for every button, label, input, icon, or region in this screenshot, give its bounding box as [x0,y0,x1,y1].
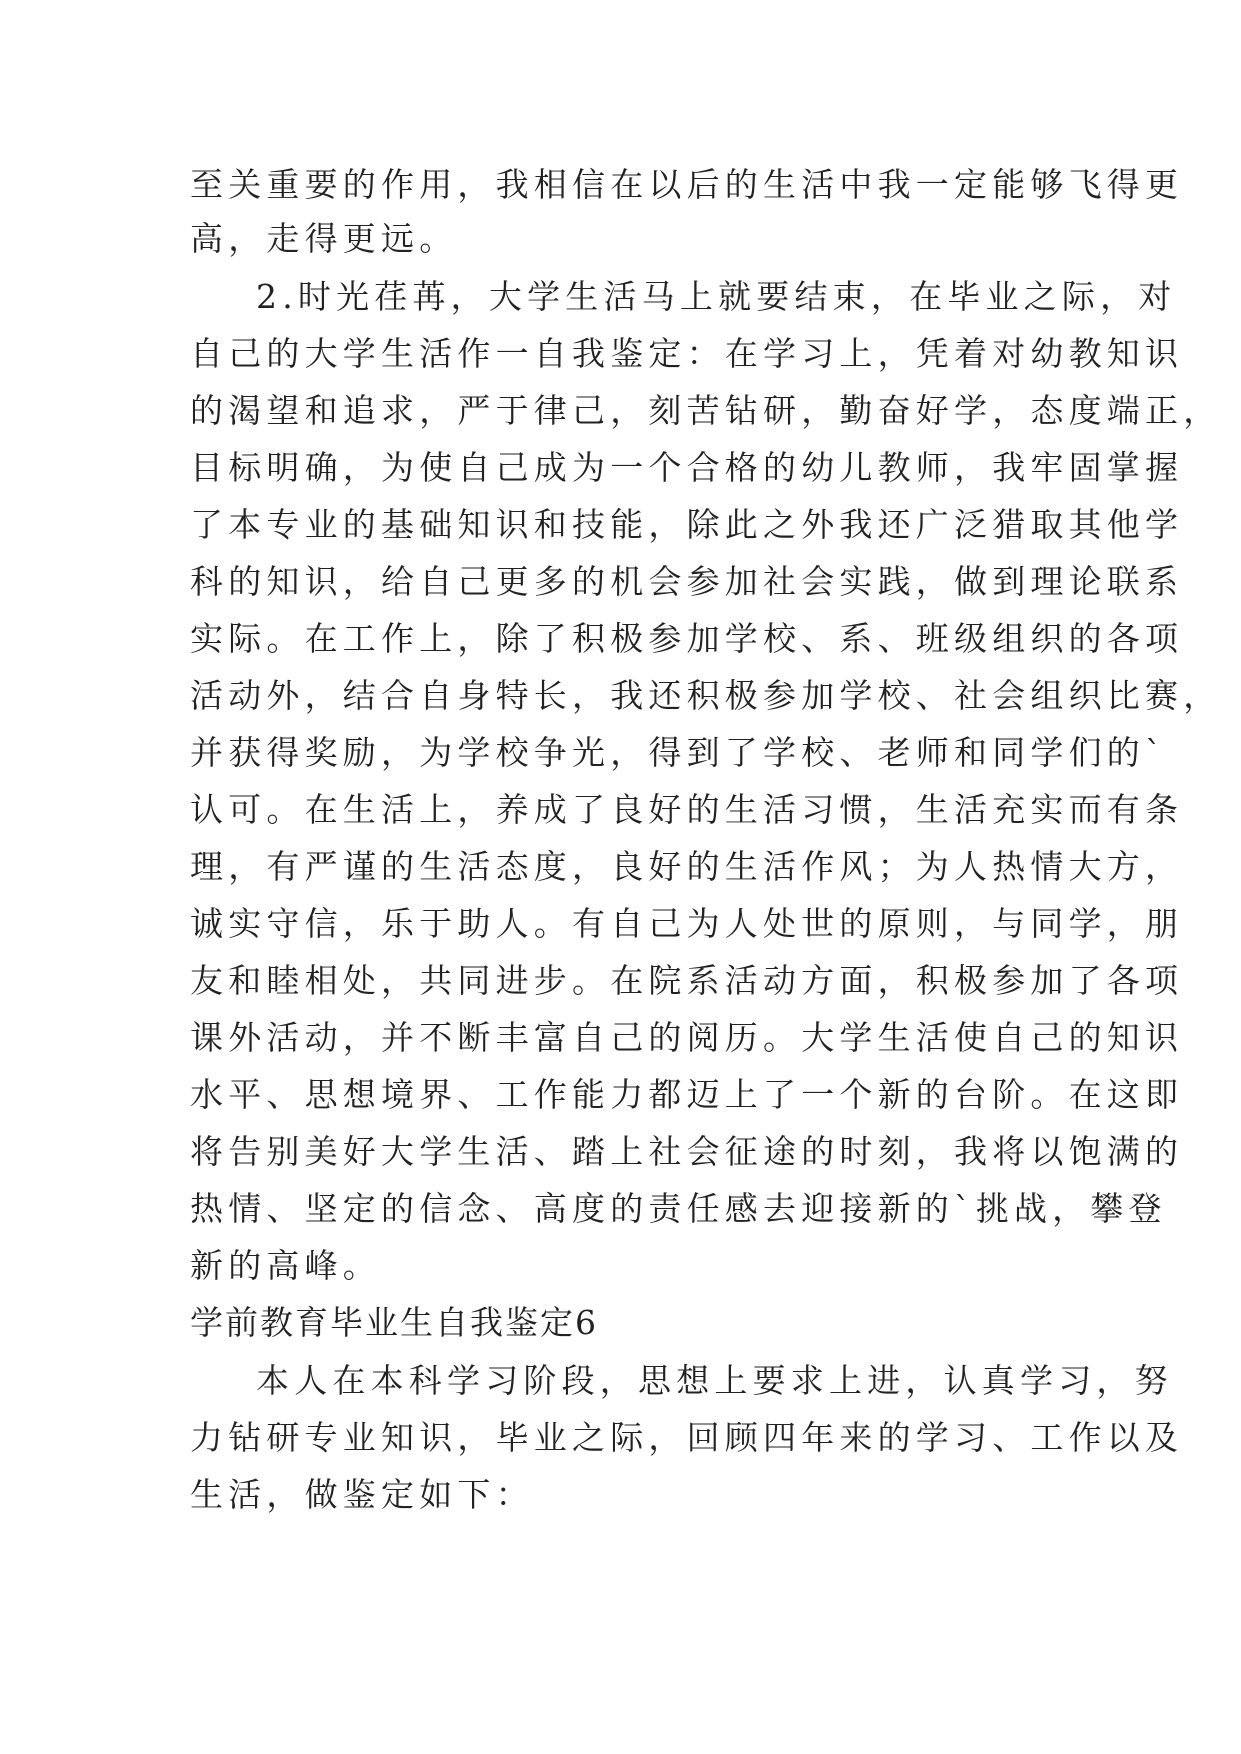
text-line: 并获得奖励，为学校争光，得到了学校、老师和同学们的` [190,733,1167,772]
text-line: 至关重要的作用，我相信在以后的生活中我一定能够飞得更 [190,165,1184,204]
section-heading: 学前教育毕业生自我鉴定6 [190,1303,598,1342]
text-line: 水平、思想境界、工作能力都迈上了一个新的台阶。在这即 [190,1075,1184,1114]
text-line: 高，走得更远。 [190,219,458,258]
text-line: 目标明确，为使自己成为一个合格的幼儿教师，我牢固掌握 [190,448,1184,487]
text-line: 实际。在工作上，除了积极参加学校、系、班级组织的各项 [190,619,1184,658]
text-line: 课外活动，并不断丰富自己的阅历。大学生活使自己的知识 [190,1018,1184,1057]
text-line: 友和睦相处，共同进步。在院系活动方面，积极参加了各项 [190,961,1184,1000]
text-line: 力钻研专业知识，毕业之际，回顾四年来的学习、工作以及 [190,1418,1184,1457]
text-line: 的渴望和追求，严于律己，刻苦钻研，勤奋好学，态度端正， [190,391,1222,430]
paragraph-start-line: 2.时光荏苒，大学生活马上就要结束，在毕业之际，对 [256,277,1177,316]
text-line: 理，有严谨的生活态度，良好的生活作风；为人热情大方， [190,847,1184,886]
text-line: 了本专业的基础知识和技能，除此之外我还广泛猎取其他学 [190,505,1184,544]
text-line: 诚实守信，乐于助人。有自己为人处世的原则，与同学，朋 [190,904,1184,943]
text-line: 新的高峰。 [190,1246,381,1285]
text-line: 认可。在生活上，养成了良好的生活习惯，生活充实而有条 [190,790,1184,829]
text-line: 活动外，结合自身特长，我还积极参加学校、社会组织比赛， [190,676,1222,715]
text-line: 热情、坚定的信念、高度的责任感去迎接新的`挑战，攀登 [190,1189,1167,1228]
text-line: 将告别美好大学生活、踏上社会征途的时刻，我将以饱满的 [190,1132,1184,1171]
text-line: 科的知识，给自己更多的机会参加社会实践，做到理论联系 [190,562,1184,601]
text-line: 自己的大学生活作一自我鉴定：在学习上，凭着对幼教知识 [190,334,1184,373]
paragraph-start-line: 本人在本科学习阶段，思想上要求上进，认真学习，努 [256,1361,1173,1400]
text-line: 生活，做鉴定如下： [190,1475,534,1514]
